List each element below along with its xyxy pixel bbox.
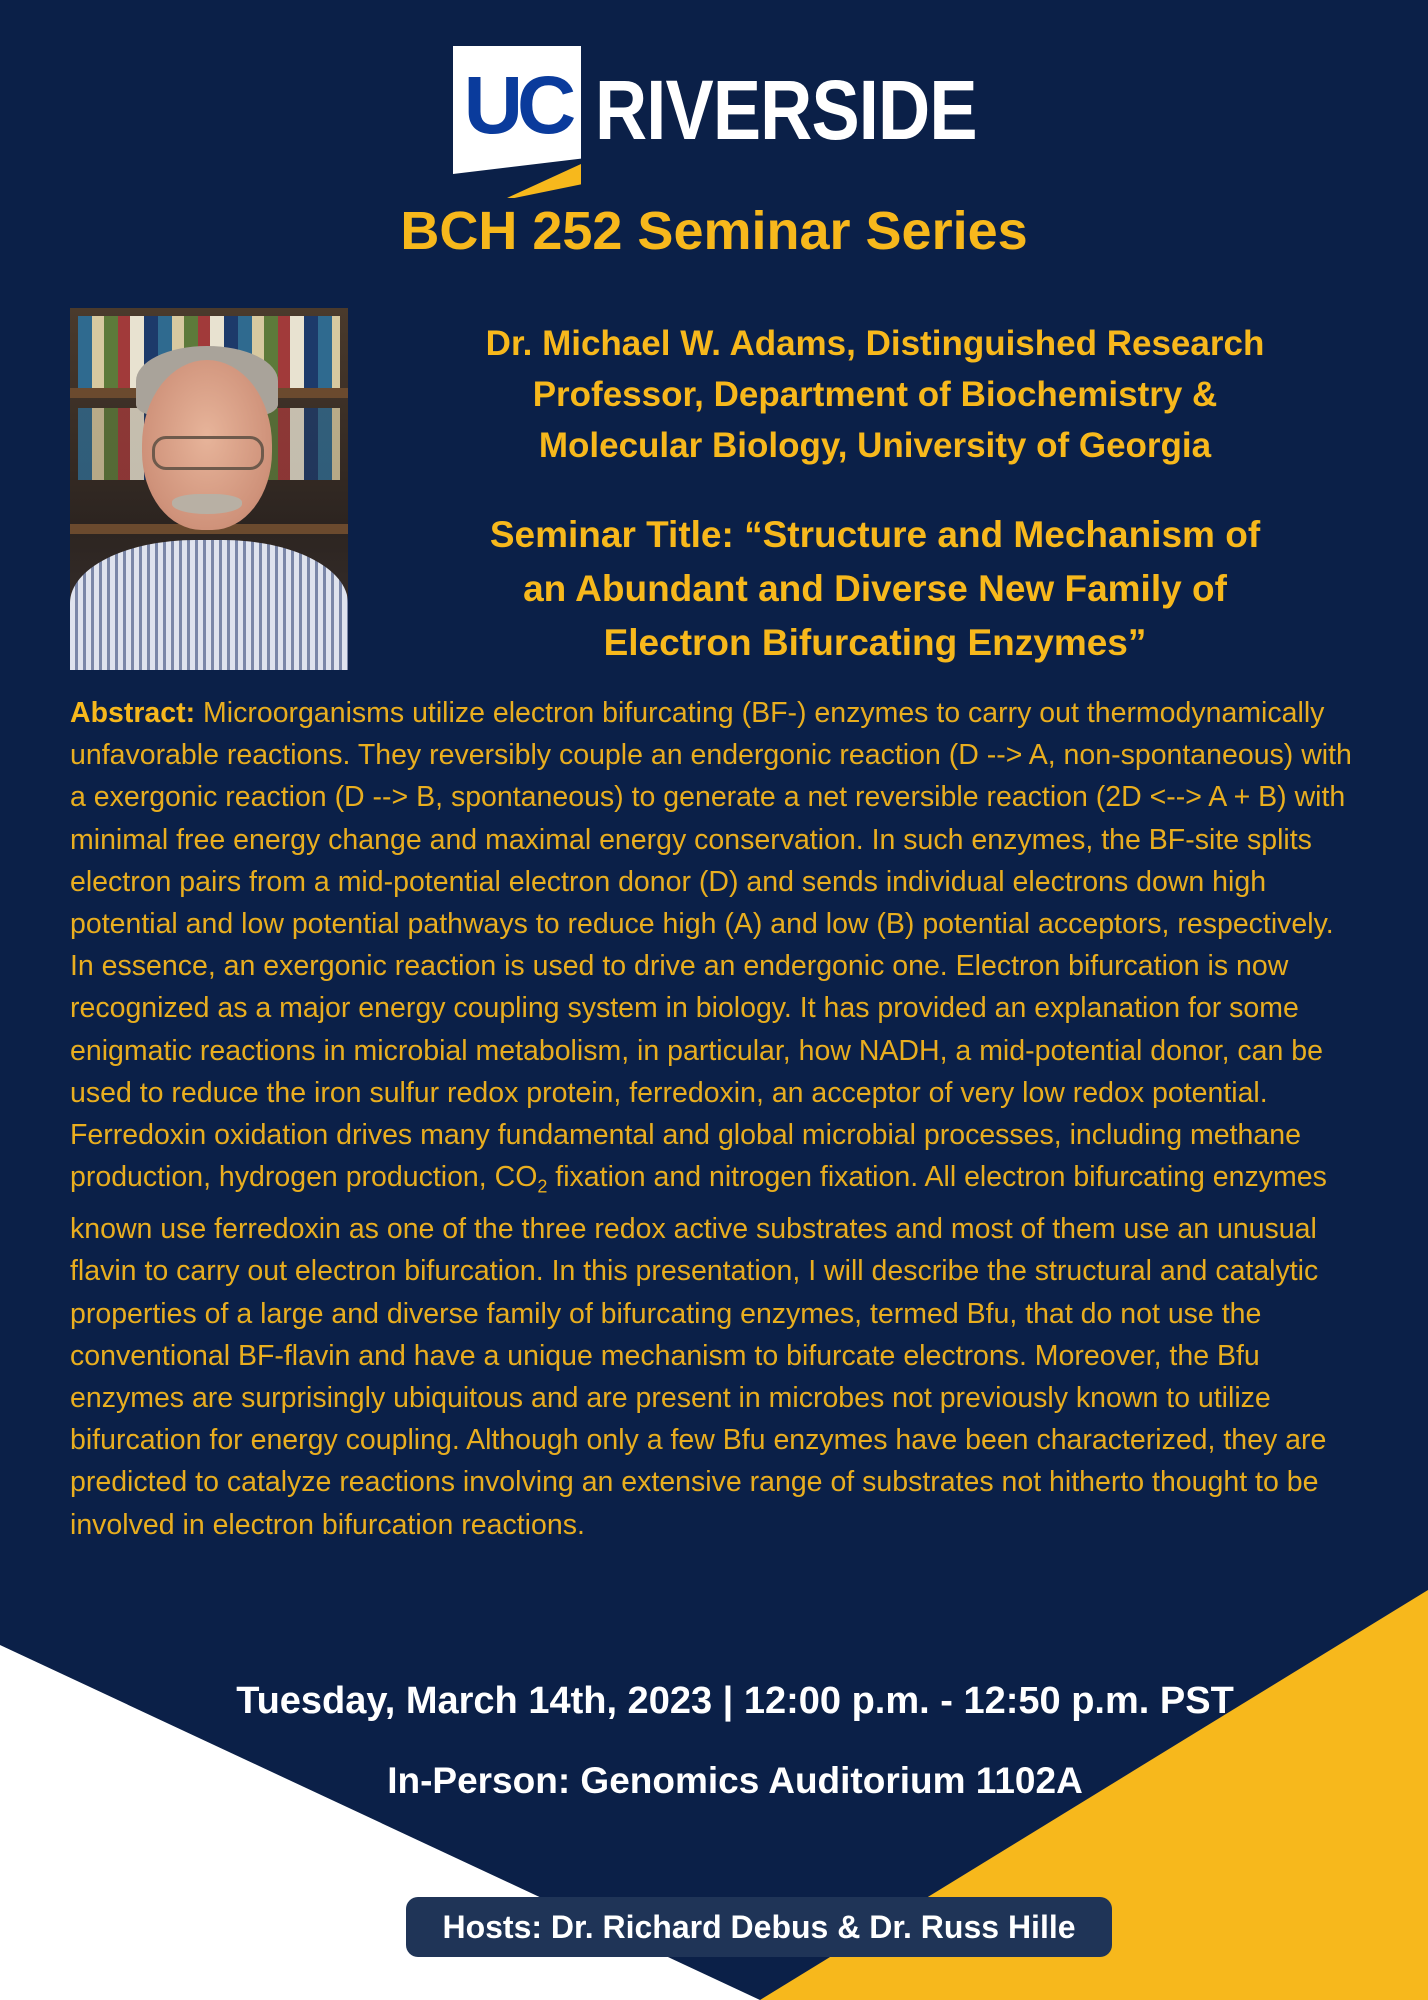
speaker-line: Dr. Michael W. Adams, Distinguished Research bbox=[485, 324, 1265, 363]
event-datetime: Tuesday, March 14th, 2023 | 12:00 p.m. - 12:50 p.m. PST bbox=[236, 1680, 1234, 1722]
abstract-subscript: 2 bbox=[537, 1176, 548, 1197]
event-location: In-Person: Genomics Auditorium 1102A bbox=[387, 1760, 1083, 1801]
abstract-text: Microorganisms utilize electron bifurcating (BF-) enzymes to carry out thermodynamically unfavorable reactions. They reversibly couple an endergonic reaction (D --> A, non-spontaneous) with a exergonic reaction (D --> B, spontaneous) to generate a net reversible reaction (2D <--> A + B) with minimal free energy change and maximal energy conservation. In such enzymes, the BF-site splits electron pairs from a mid-potential electron donor (D) and sends individual electrons down high potential and low potential pathways to reduce high (A) and low (B) potential acceptors, respectively. In essence, an exergonic reaction is used to drive an endergonic one. Electron bifurcation is now recognized as a major energy coupling system in biology. It has provided an explanation for some enigmatic reactions in microbial metabolism, in particular, how NADH, a mid-potential donor, can be used to reduce the iron sulfur redox protein, ferredoxin, an acceptor of very low redox potential. Ferredoxin oxidation drives many fundamental and global microbial processes, including methane production, hydrogen production, CO bbox=[70, 697, 1352, 1194]
abstract-text-continued: fixation and nitrogen fixation. All electron bifurcating enzymes known use ferredoxin as one of the three redox active substrates and most of them use an unusual flavin to carry out electron bifurcation. In this presentation, I will describe the structural and catalytic properties of a large and diverse family of bifurcating enzymes, termed Bfu, that do not use the conventional BF-flavin and have a unique mechanism to bifurcate electrons. Moreover, the Bfu enzymes are surprisingly ubiquitous and are present in microbes not previously known to utilize bifurcation for energy coupling. Although only a few Bfu enzymes have been characterized, they are predicted to catalyze reactions involving an extensive range of substrates not hitherto thought to be involved in electron bifurcation reactions. bbox=[70, 1161, 1327, 1541]
uc-riverside-logo bbox=[453, 46, 977, 192]
seminar-title-line: an Abundant and Diverse New Family of bbox=[523, 568, 1227, 609]
logo-wordmark: RIVERSIDE bbox=[595, 63, 977, 157]
hosts-badge: Hosts: Dr. Richard Debus & Dr. Russ Hille bbox=[406, 1897, 1112, 1957]
logo-mark-text: UC bbox=[463, 60, 571, 151]
speaker-line: Molecular Biology, University of Georgia bbox=[538, 426, 1212, 465]
seminar-title-line: Seminar Title: “Structure and Mechanism of bbox=[489, 514, 1261, 555]
abstract bbox=[70, 692, 1360, 1546]
speaker-mustache bbox=[172, 494, 242, 514]
speaker-photo bbox=[70, 308, 348, 670]
speaker-shirt bbox=[70, 540, 348, 670]
speaker-info bbox=[410, 318, 1340, 471]
seminar-title-line: Electron Bifurcating Enzymes” bbox=[603, 622, 1147, 663]
seminar-title bbox=[410, 508, 1340, 670]
series-title: BCH 252 Seminar Series bbox=[400, 201, 1028, 261]
speaker-glasses bbox=[152, 436, 264, 470]
abstract-label: Abstract: bbox=[70, 697, 196, 729]
speaker-line: Professor, Department of Biochemistry & bbox=[532, 375, 1218, 414]
